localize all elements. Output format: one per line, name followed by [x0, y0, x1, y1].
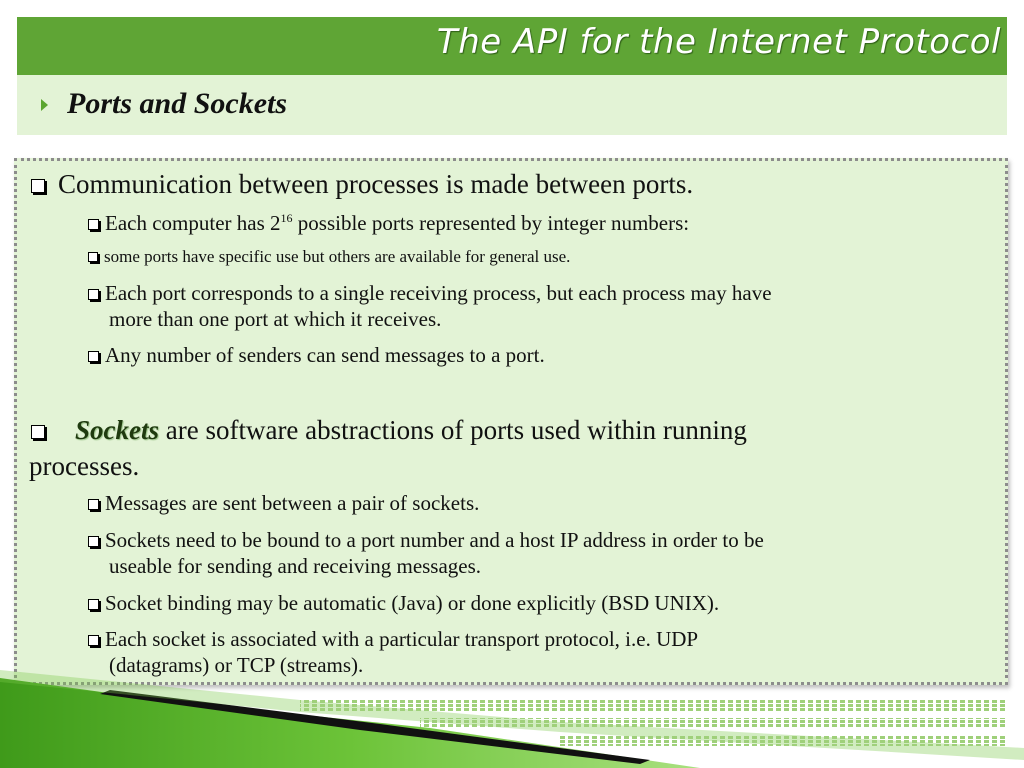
square-bullet-icon: [88, 219, 99, 230]
subtitle-bar: [17, 75, 1007, 135]
dashed-band: [560, 736, 1005, 746]
bullet-item-sockets: [31, 415, 747, 446]
square-bullet-icon: [88, 252, 98, 262]
sub-bullet-bound: [88, 528, 764, 553]
sub-bullet-specific-use: [88, 247, 570, 267]
bottom-decoration: [0, 660, 1024, 768]
sub-bullet-text: Socket binding may be automatic (Java) or done explicitly (BSD UNIX).: [105, 591, 720, 615]
slide-title: The API for the Internet Protocol: [436, 22, 1001, 62]
sub-bullet-text: Sockets need to be bound to a port number and a host IP address in order to be: [105, 528, 764, 552]
sub-bullet-text: Messages are sent between a pair of sockets.: [105, 491, 480, 515]
sub-bullet-senders: [88, 343, 545, 368]
title-bar: [17, 17, 1007, 75]
sub-bullet-text: Each socket is associated with a particular transport protocol, i.e. UDP: [105, 627, 699, 651]
sub-bullet-ports-count: [88, 211, 689, 236]
bullet-text: are software abstractions of ports used within running: [159, 415, 747, 445]
bullet-item-communication: [31, 169, 693, 200]
sub-bullet-port-process: [88, 281, 772, 306]
bullet-continuation: processes.: [29, 451, 140, 481]
sub-bullet-text: Each computer has 2: [105, 211, 281, 235]
sub-bullet-text: Any number of senders can send messages to a port.: [105, 343, 545, 367]
square-bullet-icon: [31, 179, 45, 193]
sub-bullet-text: some ports have specific use but others are available for general use.: [104, 247, 571, 266]
sub-bullet-transport: [88, 627, 698, 652]
square-bullet-icon: [88, 499, 99, 510]
triangle-bullet-icon: [41, 99, 48, 111]
square-bullet-icon: [88, 536, 99, 547]
square-bullet-icon: [88, 635, 99, 646]
sub-bullet-continuation: useable for sending and receiving messages.: [109, 554, 482, 578]
square-bullet-icon: [31, 425, 45, 439]
slide-subtitle: Ports and Sockets: [67, 87, 288, 120]
bullet-text: Communication between processes is made between ports.: [58, 169, 694, 199]
square-bullet-icon: [88, 599, 99, 610]
sub-bullet-binding: [88, 591, 719, 616]
square-bullet-icon: [88, 289, 99, 300]
content-box: [14, 158, 1008, 685]
dashed-band: [300, 700, 1005, 712]
dashed-band: [420, 718, 1005, 728]
sub-bullet-continuation: more than one port at which it receives.: [109, 307, 442, 331]
keyword-sockets: Sockets: [75, 415, 159, 445]
sub-bullet-text: Each port corresponds to a single receiving process, but each process may have: [105, 281, 772, 305]
sub-bullet-pair-sockets: [88, 491, 479, 516]
sub-bullet-text: possible ports represented by integer numbers:: [292, 211, 690, 235]
square-bullet-icon: [88, 351, 99, 362]
sub-bullet-continuation: (datagrams) or TCP (streams).: [109, 653, 364, 677]
superscript: 16: [280, 211, 293, 225]
